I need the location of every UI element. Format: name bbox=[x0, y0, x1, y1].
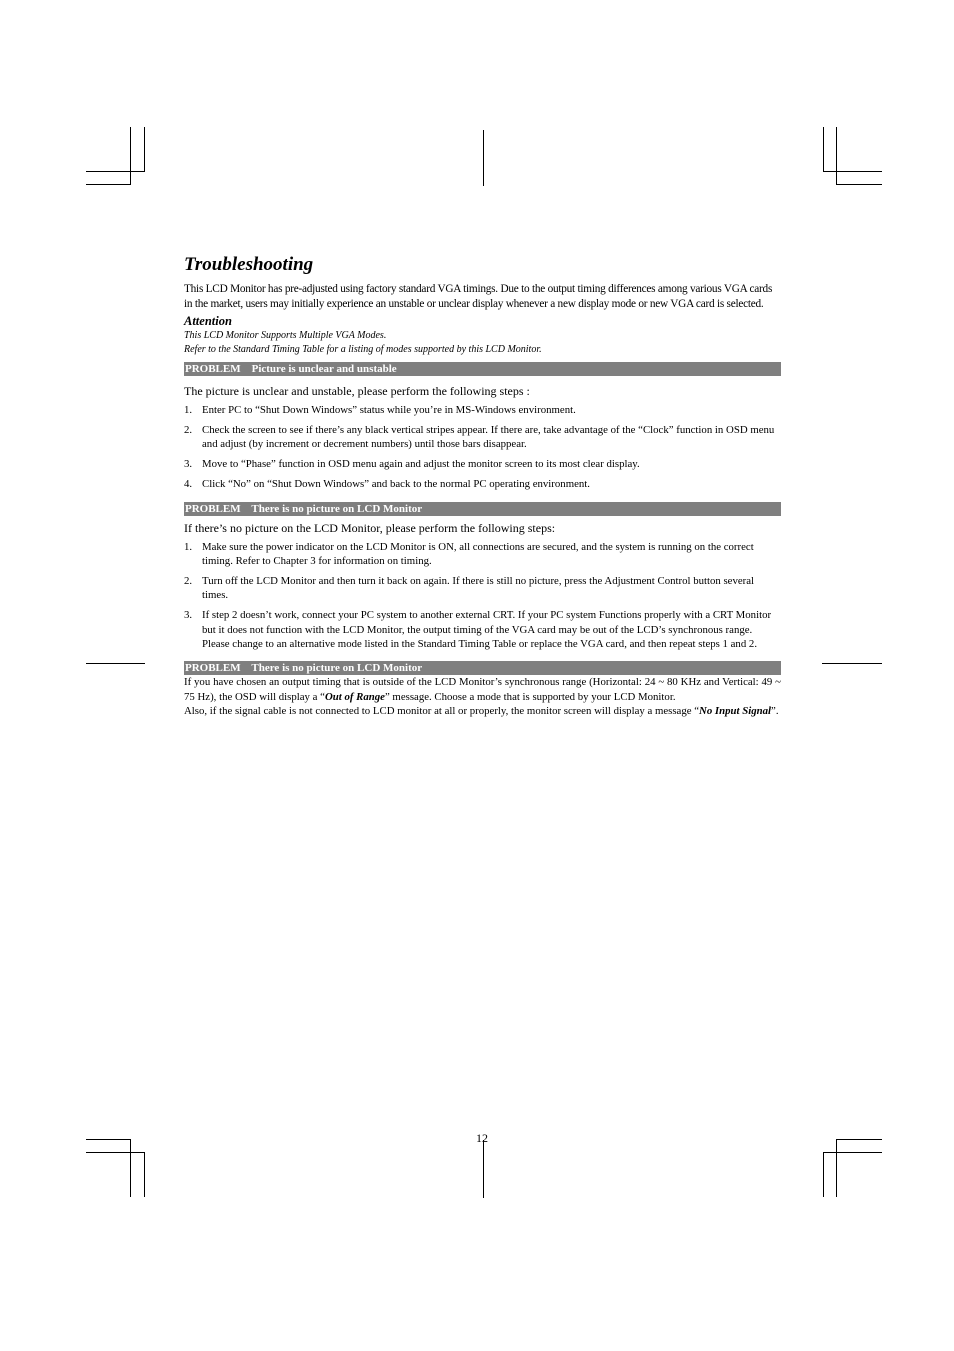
paragraph-text: ” message. Choose a mode that is supported by your LCD Monitor. bbox=[384, 690, 676, 703]
crop-mark bbox=[823, 127, 824, 171]
steps-list bbox=[184, 540, 781, 652]
crop-mark bbox=[836, 184, 882, 185]
crop-mark bbox=[86, 1152, 145, 1153]
list-item bbox=[184, 457, 781, 471]
crop-mark bbox=[822, 663, 882, 664]
page-title: Troubleshooting bbox=[184, 254, 314, 275]
section-lead: The picture is unclear and unstable, please perform the following steps : bbox=[184, 384, 530, 398]
list-item bbox=[184, 574, 781, 603]
step-text: Enter PC to “Shut Down Windows” status while you’re in MS-Windows environment. bbox=[202, 404, 576, 416]
section-lead: If there’s no picture on the LCD Monitor, please perform the following steps: bbox=[184, 520, 556, 535]
crop-mark bbox=[130, 127, 131, 184]
crop-mark bbox=[483, 130, 484, 186]
crop-mark bbox=[836, 127, 837, 184]
list-item bbox=[184, 608, 781, 651]
crop-mark bbox=[823, 1152, 882, 1153]
list-item bbox=[184, 477, 781, 491]
step-text: Turn off the LCD Monitor and then turn it back on again. If there is still no picture, press the Adjustment Control button several times. bbox=[202, 574, 755, 602]
attention-heading: Attention bbox=[184, 314, 232, 328]
step-number: 3. bbox=[184, 458, 193, 471]
step-text: Click “No” on “Shut Down Windows” and back to the normal PC operating environment. bbox=[202, 478, 590, 491]
attention-note: This LCD Monitor Supports Multiple VGA Modes. bbox=[184, 330, 387, 341]
problem-header: PROBLEM Picture is unclear and unstable bbox=[184, 362, 781, 376]
crop-mark bbox=[86, 184, 131, 185]
step-number: 1. bbox=[184, 404, 193, 416]
crop-mark bbox=[130, 1139, 131, 1197]
paragraph-text: If you have chosen an output timing that is outside of the LCD Monitor’s synchronous range (Horizontal: 24 ~ 80 KHz and Vertical: 49 ~ 75 Hz), the OSD will display a “ bbox=[184, 676, 781, 703]
page-number: 12 bbox=[476, 1131, 488, 1145]
problem-header: PROBLEM There is no picture on LCD Monitor bbox=[184, 502, 781, 516]
out-of-range-message: Out of Range bbox=[324, 690, 385, 703]
intro-paragraph: This LCD Monitor has pre-adjusted using factory standard VGA timings. Due to the output timing differences among various VGA cards in the market, users may initially experience an unstable or unclear display whenever a new display mode or new VGA card is selected. bbox=[184, 283, 773, 310]
section-paragraph bbox=[184, 675, 781, 704]
step-number: 2. bbox=[184, 423, 193, 436]
step-text: Move to “Phase” function in OSD menu again and adjust the monitor screen to its most clear display. bbox=[202, 458, 640, 471]
crop-mark bbox=[144, 127, 145, 171]
crop-mark bbox=[836, 1139, 837, 1197]
attention-note: Refer to the Standard Timing Table for a listing of modes supported by this LCD Monitor. bbox=[184, 344, 542, 355]
paragraph-text: Also, if the signal cable is not connected to LCD monitor at all or properly, the monitor screen will display a message “ bbox=[184, 704, 700, 717]
problem-header: PROBLEM There is no picture on LCD Monitor bbox=[184, 661, 781, 675]
crop-mark bbox=[483, 1140, 484, 1198]
step-text: Make sure the power indicator on the LCD Monitor is ON, all connections are secured, and the system is running on the correct timing. Refer to Chapter 3 for information on timing. bbox=[202, 540, 754, 567]
paragraph-text: ”. bbox=[771, 704, 779, 717]
section-paragraph bbox=[184, 704, 781, 718]
step-text: If step 2 doesn’t work, connect your PC system to another external CRT. If your PC system Functions properly with a CRT Monitor but it does not function with the LCD Monitor, the output timing of the VGA card may be out of the LCD’s synchronous range. Please change to an alternative mode listed in the Standard Timing Table or replace the VGA card, and then repeat steps 1 and 2. bbox=[202, 609, 772, 650]
step-number: 1. bbox=[184, 540, 193, 553]
page-content bbox=[184, 252, 781, 718]
crop-mark bbox=[86, 663, 145, 664]
no-input-signal-message: No Input Signal bbox=[699, 704, 772, 717]
crop-mark bbox=[836, 1139, 882, 1140]
step-text: Check the screen to see if there’s any black vertical stripes appear. If there are, take advantage of the “Clock” function in OSD menu and adjust (by increment or decrement numbers) until those bars disappear. bbox=[202, 423, 775, 451]
crop-mark bbox=[86, 171, 145, 172]
list-item bbox=[184, 423, 781, 452]
list-item bbox=[184, 540, 781, 569]
steps-list bbox=[184, 403, 781, 492]
crop-mark bbox=[144, 1152, 145, 1197]
step-number: 4. bbox=[184, 478, 193, 491]
crop-mark bbox=[823, 1152, 824, 1197]
list-item bbox=[184, 403, 781, 417]
step-number: 3. bbox=[184, 609, 193, 622]
step-number: 2. bbox=[184, 574, 193, 587]
crop-mark bbox=[823, 171, 882, 172]
crop-mark bbox=[86, 1139, 131, 1140]
